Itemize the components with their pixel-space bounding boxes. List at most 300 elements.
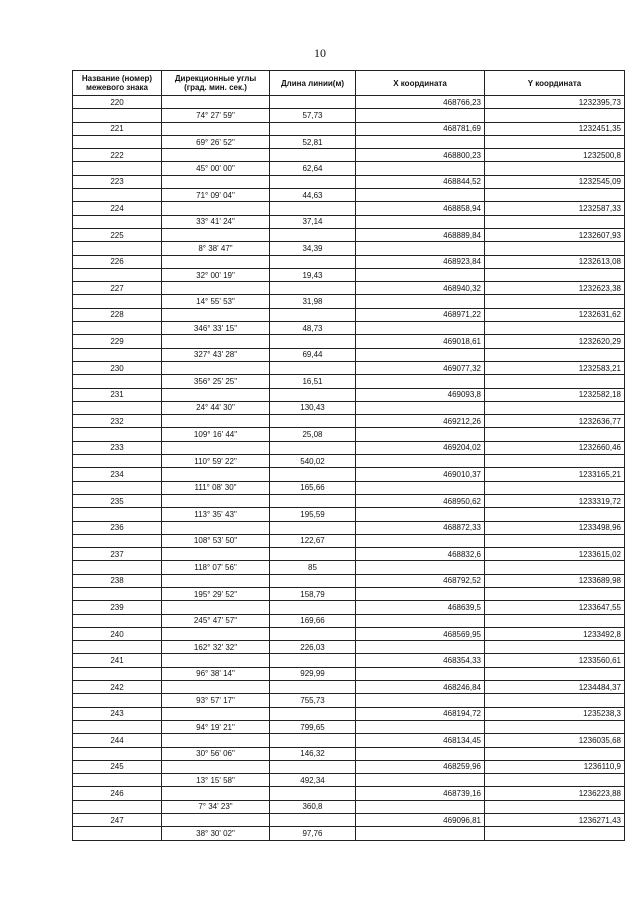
direction-angle-cell	[162, 308, 270, 321]
point-row	[73, 388, 625, 401]
y-coordinate-cell	[485, 561, 625, 574]
line-row	[73, 189, 625, 202]
point-name-cell: 229	[73, 335, 162, 348]
point-name-cell: 224	[73, 202, 162, 215]
y-coordinate-cell	[485, 401, 625, 414]
direction-angle-cell: 195° 29' 52"	[162, 587, 270, 600]
line-row	[73, 720, 625, 733]
point-name-cell	[73, 720, 162, 733]
direction-angle-cell	[162, 96, 270, 109]
x-coordinate-cell: 469096,81	[356, 814, 485, 827]
direction-angle-cell	[162, 202, 270, 215]
direction-angle-cell: 74° 27' 59"	[162, 109, 270, 122]
x-coordinate-cell	[356, 481, 485, 494]
x-coordinate-cell: 468872,33	[356, 521, 485, 534]
x-coordinate-cell	[356, 641, 485, 654]
direction-angle-cell: 93° 57' 17"	[162, 694, 270, 707]
point-row	[73, 202, 625, 215]
y-coordinate-cell	[485, 428, 625, 441]
line-length-cell	[270, 96, 356, 109]
line-row	[73, 215, 625, 228]
y-coordinate-cell	[485, 508, 625, 521]
point-name-cell: 227	[73, 282, 162, 295]
point-name-cell: 237	[73, 548, 162, 561]
point-row	[73, 814, 625, 827]
x-coordinate-cell	[356, 827, 485, 840]
point-name-cell: 242	[73, 681, 162, 694]
line-length-cell: 360,8	[270, 800, 356, 813]
x-coordinate-cell	[356, 322, 485, 335]
direction-angle-cell: 327° 43' 28"	[162, 348, 270, 361]
line-row	[73, 455, 625, 468]
x-coordinate-cell: 468844,52	[356, 175, 485, 188]
point-row	[73, 494, 625, 507]
point-name-cell	[73, 774, 162, 787]
y-coordinate-cell: 1232607,93	[485, 228, 625, 241]
x-coordinate-cell	[356, 667, 485, 680]
x-coordinate-cell	[356, 401, 485, 414]
direction-angle-cell	[162, 361, 270, 374]
line-length-cell	[270, 441, 356, 454]
point-name-cell: 223	[73, 175, 162, 188]
point-name-cell	[73, 561, 162, 574]
line-row	[73, 375, 625, 388]
point-name-cell	[73, 614, 162, 627]
y-coordinate-cell: 1232613,08	[485, 255, 625, 268]
direction-angle-cell: 8° 38' 47"	[162, 242, 270, 255]
boundary-coordinates-table	[72, 70, 625, 841]
y-coordinate-cell: 1233560,61	[485, 654, 625, 667]
direction-angle-cell	[162, 255, 270, 268]
line-length-cell: 799,65	[270, 720, 356, 733]
line-row	[73, 348, 625, 361]
x-coordinate-cell: 469204,02	[356, 441, 485, 454]
point-name-cell: 244	[73, 734, 162, 747]
x-coordinate-cell	[356, 215, 485, 228]
y-coordinate-cell: 1236035,68	[485, 734, 625, 747]
page-number: 10	[314, 46, 326, 60]
point-name-cell: 246	[73, 787, 162, 800]
direction-angle-cell	[162, 574, 270, 587]
line-length-cell	[270, 175, 356, 188]
line-length-cell	[270, 308, 356, 321]
header-x-coordinate: X координата	[356, 71, 485, 96]
y-coordinate-cell	[485, 587, 625, 600]
line-row	[73, 295, 625, 308]
direction-angle-cell: 356° 25' 25"	[162, 375, 270, 388]
line-length-cell	[270, 202, 356, 215]
direction-angle-cell	[162, 548, 270, 561]
x-coordinate-cell	[356, 774, 485, 787]
x-coordinate-cell: 468858,94	[356, 202, 485, 215]
y-coordinate-cell	[485, 135, 625, 148]
y-coordinate-cell: 1235238,3	[485, 707, 625, 720]
direction-angle-cell	[162, 494, 270, 507]
point-name-cell	[73, 481, 162, 494]
line-length-cell	[270, 574, 356, 587]
header-line-length: Длина линии(м)	[270, 71, 356, 96]
line-length-cell: 130,43	[270, 401, 356, 414]
point-name-cell	[73, 135, 162, 148]
direction-angle-cell: 109° 16' 44"	[162, 428, 270, 441]
point-name-cell	[73, 242, 162, 255]
point-row	[73, 441, 625, 454]
line-length-cell: 929,99	[270, 667, 356, 680]
line-row	[73, 428, 625, 441]
table-body	[73, 96, 625, 841]
y-coordinate-cell: 1236271,43	[485, 814, 625, 827]
line-length-cell: 37,14	[270, 215, 356, 228]
x-coordinate-cell: 469077,32	[356, 361, 485, 374]
point-row	[73, 228, 625, 241]
point-row	[73, 308, 625, 321]
y-coordinate-cell: 1232545,09	[485, 175, 625, 188]
point-row	[73, 760, 625, 773]
point-name-cell	[73, 295, 162, 308]
y-coordinate-cell: 1232631,62	[485, 308, 625, 321]
point-row	[73, 601, 625, 614]
y-coordinate-cell: 1232660,46	[485, 441, 625, 454]
x-coordinate-cell: 468134,45	[356, 734, 485, 747]
y-coordinate-cell	[485, 800, 625, 813]
point-name-cell	[73, 401, 162, 414]
point-row	[73, 149, 625, 162]
x-coordinate-cell: 468923,84	[356, 255, 485, 268]
x-coordinate-cell	[356, 720, 485, 733]
direction-angle-cell	[162, 175, 270, 188]
y-coordinate-cell	[485, 242, 625, 255]
y-coordinate-cell: 1232451,35	[485, 122, 625, 135]
x-coordinate-cell: 468246,84	[356, 681, 485, 694]
point-name-cell	[73, 747, 162, 760]
y-coordinate-cell: 1236110,9	[485, 760, 625, 773]
header-direction-angle: Дирекционные углы (град. мин. сек.)	[162, 71, 270, 96]
line-length-cell	[270, 521, 356, 534]
line-row	[73, 401, 625, 414]
direction-angle-cell	[162, 228, 270, 241]
direction-angle-cell	[162, 627, 270, 640]
line-length-cell: 19,43	[270, 268, 356, 281]
x-coordinate-cell: 469010,37	[356, 468, 485, 481]
point-name-cell: 245	[73, 760, 162, 773]
direction-angle-cell	[162, 415, 270, 428]
point-row	[73, 574, 625, 587]
direction-angle-cell	[162, 122, 270, 135]
point-row	[73, 96, 625, 109]
direction-angle-cell: 69° 26' 52"	[162, 135, 270, 148]
line-length-cell	[270, 122, 356, 135]
point-name-cell: 241	[73, 654, 162, 667]
x-coordinate-cell: 468739,16	[356, 787, 485, 800]
header-row	[73, 71, 625, 96]
point-row	[73, 707, 625, 720]
direction-angle-cell	[162, 760, 270, 773]
y-coordinate-cell	[485, 747, 625, 760]
x-coordinate-cell	[356, 375, 485, 388]
direction-angle-cell	[162, 388, 270, 401]
line-row	[73, 268, 625, 281]
point-row	[73, 361, 625, 374]
x-coordinate-cell	[356, 455, 485, 468]
x-coordinate-cell	[356, 242, 485, 255]
point-name-cell	[73, 215, 162, 228]
line-length-cell	[270, 468, 356, 481]
x-coordinate-cell: 468259,96	[356, 760, 485, 773]
direction-angle-cell: 96° 38' 14"	[162, 667, 270, 680]
direction-angle-cell	[162, 149, 270, 162]
line-row	[73, 109, 625, 122]
direction-angle-cell: 110° 59' 22"	[162, 455, 270, 468]
y-coordinate-cell: 1233165,21	[485, 468, 625, 481]
x-coordinate-cell: 468889,84	[356, 228, 485, 241]
point-name-cell	[73, 189, 162, 202]
y-coordinate-cell	[485, 455, 625, 468]
direction-angle-cell	[162, 654, 270, 667]
x-coordinate-cell: 468792,52	[356, 574, 485, 587]
line-length-cell: 34,39	[270, 242, 356, 255]
direction-angle-cell	[162, 681, 270, 694]
line-row	[73, 774, 625, 787]
point-row	[73, 468, 625, 481]
point-name-cell	[73, 109, 162, 122]
y-coordinate-cell	[485, 295, 625, 308]
line-length-cell	[270, 734, 356, 747]
direction-angle-cell: 94° 19' 21"	[162, 720, 270, 733]
x-coordinate-cell	[356, 162, 485, 175]
line-length-cell: 16,51	[270, 375, 356, 388]
line-length-cell	[270, 681, 356, 694]
line-length-cell	[270, 707, 356, 720]
line-length-cell: 226,03	[270, 641, 356, 654]
x-coordinate-cell: 468832,6	[356, 548, 485, 561]
line-row	[73, 135, 625, 148]
y-coordinate-cell	[485, 720, 625, 733]
line-length-cell: 85	[270, 561, 356, 574]
direction-angle-cell: 38° 30' 02"	[162, 827, 270, 840]
y-coordinate-cell: 1236223,88	[485, 787, 625, 800]
y-coordinate-cell	[485, 827, 625, 840]
point-name-cell	[73, 508, 162, 521]
x-coordinate-cell: 468940,32	[356, 282, 485, 295]
y-coordinate-cell	[485, 375, 625, 388]
point-name-cell	[73, 268, 162, 281]
point-row	[73, 255, 625, 268]
line-row	[73, 162, 625, 175]
point-name-cell	[73, 348, 162, 361]
y-coordinate-cell: 1232623,38	[485, 282, 625, 295]
line-length-cell	[270, 388, 356, 401]
y-coordinate-cell: 1232587,33	[485, 202, 625, 215]
direction-angle-cell: 13° 15' 58"	[162, 774, 270, 787]
point-row	[73, 627, 625, 640]
line-length-cell	[270, 627, 356, 640]
direction-angle-cell: 118° 07' 56"	[162, 561, 270, 574]
line-row	[73, 322, 625, 335]
y-coordinate-cell: 1233319,72	[485, 494, 625, 507]
point-name-cell	[73, 322, 162, 335]
line-length-cell	[270, 601, 356, 614]
x-coordinate-cell: 469018,61	[356, 335, 485, 348]
y-coordinate-cell	[485, 162, 625, 175]
point-name-cell: 236	[73, 521, 162, 534]
point-name-cell	[73, 455, 162, 468]
x-coordinate-cell	[356, 694, 485, 707]
line-length-cell	[270, 787, 356, 800]
line-length-cell	[270, 760, 356, 773]
y-coordinate-cell	[485, 109, 625, 122]
line-length-cell: 158,79	[270, 587, 356, 600]
line-length-cell: 540,02	[270, 455, 356, 468]
line-length-cell	[270, 494, 356, 507]
direction-angle-cell: 14° 55' 53"	[162, 295, 270, 308]
line-length-cell	[270, 548, 356, 561]
x-coordinate-cell: 468971,22	[356, 308, 485, 321]
x-coordinate-cell: 468354,33	[356, 654, 485, 667]
y-coordinate-cell	[485, 694, 625, 707]
direction-angle-cell: 32° 00' 19"	[162, 268, 270, 281]
point-name-cell: 230	[73, 361, 162, 374]
direction-angle-cell	[162, 521, 270, 534]
point-name-cell: 228	[73, 308, 162, 321]
y-coordinate-cell: 1233498,96	[485, 521, 625, 534]
x-coordinate-cell	[356, 561, 485, 574]
direction-angle-cell: 7° 34' 23"	[162, 800, 270, 813]
x-coordinate-cell	[356, 109, 485, 122]
y-coordinate-cell: 1233492,8	[485, 627, 625, 640]
direction-angle-cell	[162, 734, 270, 747]
point-name-cell	[73, 800, 162, 813]
x-coordinate-cell	[356, 508, 485, 521]
x-coordinate-cell: 468800,23	[356, 149, 485, 162]
line-length-cell: 52,81	[270, 135, 356, 148]
point-name-cell: 221	[73, 122, 162, 135]
x-coordinate-cell: 469093,8	[356, 388, 485, 401]
y-coordinate-cell: 1233615,02	[485, 548, 625, 561]
line-length-cell: 44,63	[270, 189, 356, 202]
line-length-cell	[270, 335, 356, 348]
point-name-cell	[73, 162, 162, 175]
line-length-cell: 755,73	[270, 694, 356, 707]
y-coordinate-cell: 1232583,21	[485, 361, 625, 374]
direction-angle-cell	[162, 468, 270, 481]
y-coordinate-cell	[485, 268, 625, 281]
line-length-cell: 195,59	[270, 508, 356, 521]
point-name-cell: 238	[73, 574, 162, 587]
line-length-cell: 169,66	[270, 614, 356, 627]
direction-angle-cell: 108° 53' 50"	[162, 534, 270, 547]
x-coordinate-cell: 468781,69	[356, 122, 485, 135]
line-row	[73, 614, 625, 627]
point-name-cell: 247	[73, 814, 162, 827]
point-row	[73, 415, 625, 428]
direction-angle-cell	[162, 601, 270, 614]
point-row	[73, 175, 625, 188]
line-length-cell	[270, 361, 356, 374]
direction-angle-cell	[162, 335, 270, 348]
point-name-cell	[73, 534, 162, 547]
x-coordinate-cell: 468639,5	[356, 601, 485, 614]
x-coordinate-cell	[356, 428, 485, 441]
point-row	[73, 654, 625, 667]
point-row	[73, 282, 625, 295]
y-coordinate-cell	[485, 614, 625, 627]
line-length-cell: 48,73	[270, 322, 356, 335]
y-coordinate-cell: 1232395,73	[485, 96, 625, 109]
x-coordinate-cell	[356, 800, 485, 813]
line-row	[73, 694, 625, 707]
point-row	[73, 122, 625, 135]
point-name-cell	[73, 428, 162, 441]
x-coordinate-cell	[356, 614, 485, 627]
point-name-cell: 225	[73, 228, 162, 241]
x-coordinate-cell	[356, 135, 485, 148]
line-length-cell: 69,44	[270, 348, 356, 361]
point-name-cell: 239	[73, 601, 162, 614]
direction-angle-cell: 245° 47' 57"	[162, 614, 270, 627]
point-name-cell	[73, 694, 162, 707]
direction-angle-cell: 111° 08' 30"	[162, 481, 270, 494]
line-length-cell	[270, 814, 356, 827]
line-row	[73, 561, 625, 574]
line-length-cell	[270, 149, 356, 162]
x-coordinate-cell: 469212,26	[356, 415, 485, 428]
point-name-cell	[73, 827, 162, 840]
point-row	[73, 548, 625, 561]
point-name-cell: 222	[73, 149, 162, 162]
x-coordinate-cell: 468950,62	[356, 494, 485, 507]
direction-angle-cell: 45° 00' 00"	[162, 162, 270, 175]
y-coordinate-cell: 1232636,77	[485, 415, 625, 428]
x-coordinate-cell: 468766,23	[356, 96, 485, 109]
point-name-cell: 226	[73, 255, 162, 268]
y-coordinate-cell	[485, 322, 625, 335]
direction-angle-cell: 346° 33' 15"	[162, 322, 270, 335]
line-length-cell	[270, 654, 356, 667]
line-length-cell: 97,76	[270, 827, 356, 840]
line-row	[73, 481, 625, 494]
line-length-cell: 146,32	[270, 747, 356, 760]
line-row	[73, 587, 625, 600]
line-row	[73, 747, 625, 760]
y-coordinate-cell	[485, 189, 625, 202]
x-coordinate-cell	[356, 747, 485, 760]
point-name-cell: 232	[73, 415, 162, 428]
point-name-cell: 235	[73, 494, 162, 507]
point-name-cell: 231	[73, 388, 162, 401]
direction-angle-cell	[162, 814, 270, 827]
x-coordinate-cell	[356, 295, 485, 308]
header-y-coordinate: Y координата	[485, 71, 625, 96]
line-length-cell: 492,34	[270, 774, 356, 787]
y-coordinate-cell	[485, 215, 625, 228]
y-coordinate-cell	[485, 641, 625, 654]
direction-angle-cell: 33° 41' 24"	[162, 215, 270, 228]
x-coordinate-cell: 468569,95	[356, 627, 485, 640]
y-coordinate-cell	[485, 667, 625, 680]
line-length-cell	[270, 415, 356, 428]
y-coordinate-cell	[485, 481, 625, 494]
point-row	[73, 681, 625, 694]
y-coordinate-cell	[485, 534, 625, 547]
x-coordinate-cell	[356, 268, 485, 281]
x-coordinate-cell	[356, 348, 485, 361]
x-coordinate-cell: 468194,72	[356, 707, 485, 720]
y-coordinate-cell: 1232582,18	[485, 388, 625, 401]
direction-angle-cell	[162, 707, 270, 720]
point-row	[73, 734, 625, 747]
direction-angle-cell: 71° 09' 04"	[162, 189, 270, 202]
y-coordinate-cell: 1233689,98	[485, 574, 625, 587]
